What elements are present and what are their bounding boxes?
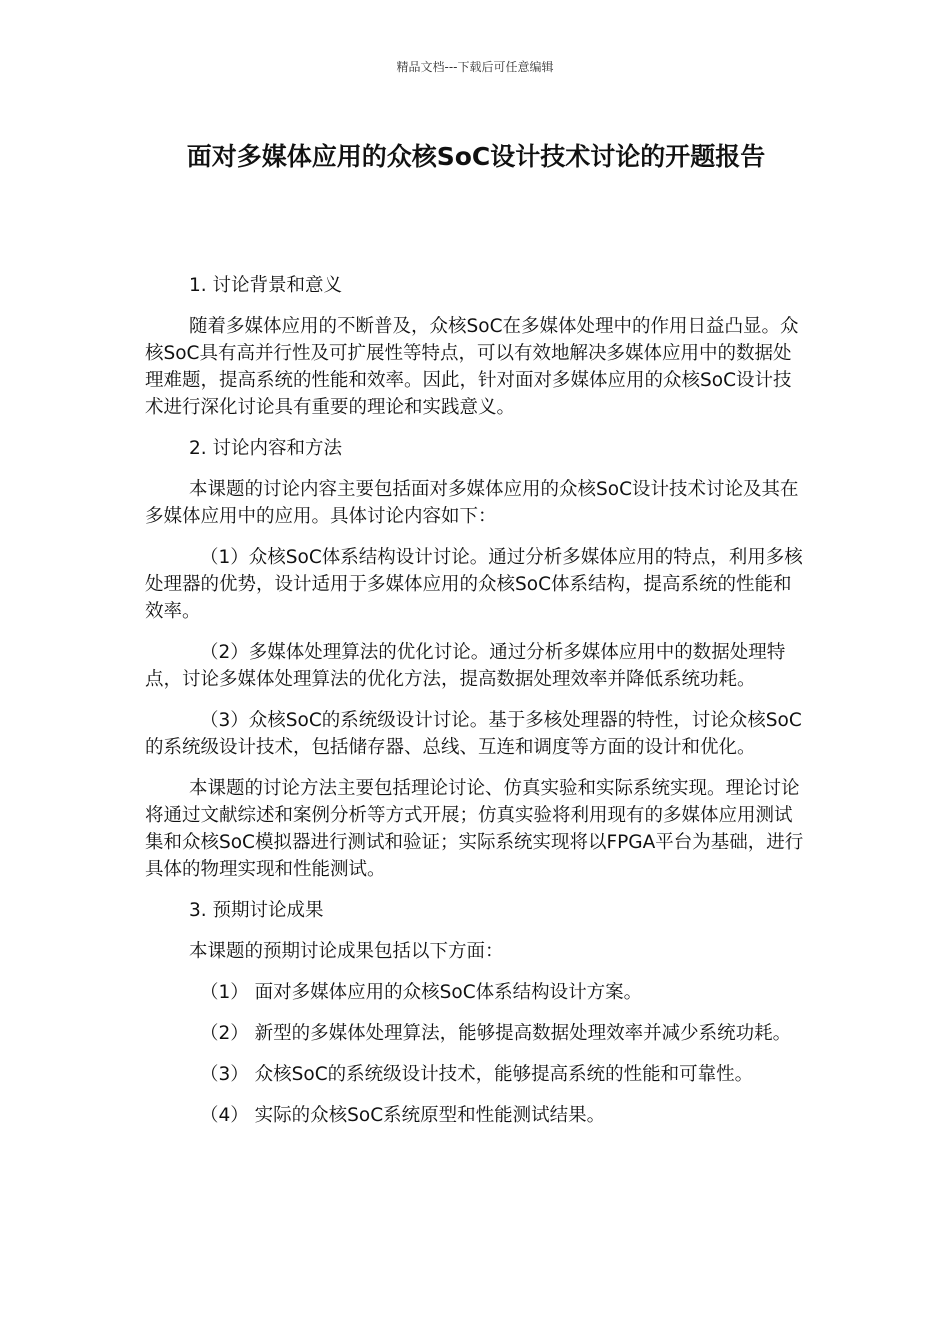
document-body — [145, 272, 809, 1143]
list-item-result-4: （4） 实际的众核SoC系统原型和性能测试结果。 — [200, 1105, 606, 1126]
list-item-content-3: （3）众核SoC的系统级设计讨论。基于多核处理器的特性，讨论众核SoC的系统级设计技术，包括储存器、总线、互连和调度等方面的设计和优化。 — [145, 710, 802, 758]
list-item-content-2: （2）多媒体处理算法的优化讨论。通过分析多媒体应用中的数据处理特点，讨论多媒体处理算法的优化方法，提高数据处理效率并降低系统功耗。 — [145, 642, 786, 690]
document-title: 面对多媒体应用的众核SoC设计技术讨论的开题报告 — [186, 142, 766, 171]
list-item-result-2: （2） 新型的多媒体处理算法，能够提高数据处理效率并减少系统功耗。 — [200, 1023, 792, 1044]
paragraph-content-intro: 本课题的讨论内容主要包括面对多媒体应用的众核SoC设计技术讨论及其在多媒体应用中的应用。具体讨论内容如下： — [145, 479, 799, 527]
paragraph-background: 随着多媒体应用的不断普及，众核SoC在多媒体处理中的作用日益凸显。众核SoC具有高并行性及可扩展性等特点，可以有效地解决多媒体应用中的数据处理难题，提高系统的性能和效率。因此，针对面对多媒体应用的众核SoC设计技术进行深化讨论具有重要的理论和实践意义。 — [145, 316, 799, 418]
paragraph-methods: 本课题的讨论方法主要包括理论讨论、仿真实验和实际系统实现。理论讨论将通过文献综述和案例分析等方式开展；仿真实验将利用现有的多媒体应用测试集和众核SoC模拟器进行测试和验证；实际系统实现将以FPGA平台为基础，进行具体的物理实现和性能测试。 — [145, 778, 804, 880]
list-item-result-3: （3） 众核SoC的系统级设计技术，能够提高系统的性能和可靠性。 — [200, 1064, 754, 1085]
paragraph-results-intro: 本课题的预期讨论成果包括以下方面： — [189, 941, 504, 962]
section-heading-content-methods: 2. 讨论内容和方法 — [189, 438, 343, 459]
list-item-result-1: （1） 面对多媒体应用的众核SoC体系结构设计方案。 — [200, 982, 643, 1003]
list-item-content-1: （1）众核SoC体系结构设计讨论。通过分析多媒体应用的特点，利用多核处理器的优势，设计适用于多媒体应用的众核SoC体系结构，提高系统的性能和效率。 — [145, 547, 803, 622]
page-header-note: 精品文档---下载后可任意编辑 — [396, 60, 554, 74]
section-heading-background: 1. 讨论背景和意义 — [189, 275, 343, 296]
section-heading-expected-results: 3. 预期讨论成果 — [189, 900, 324, 921]
